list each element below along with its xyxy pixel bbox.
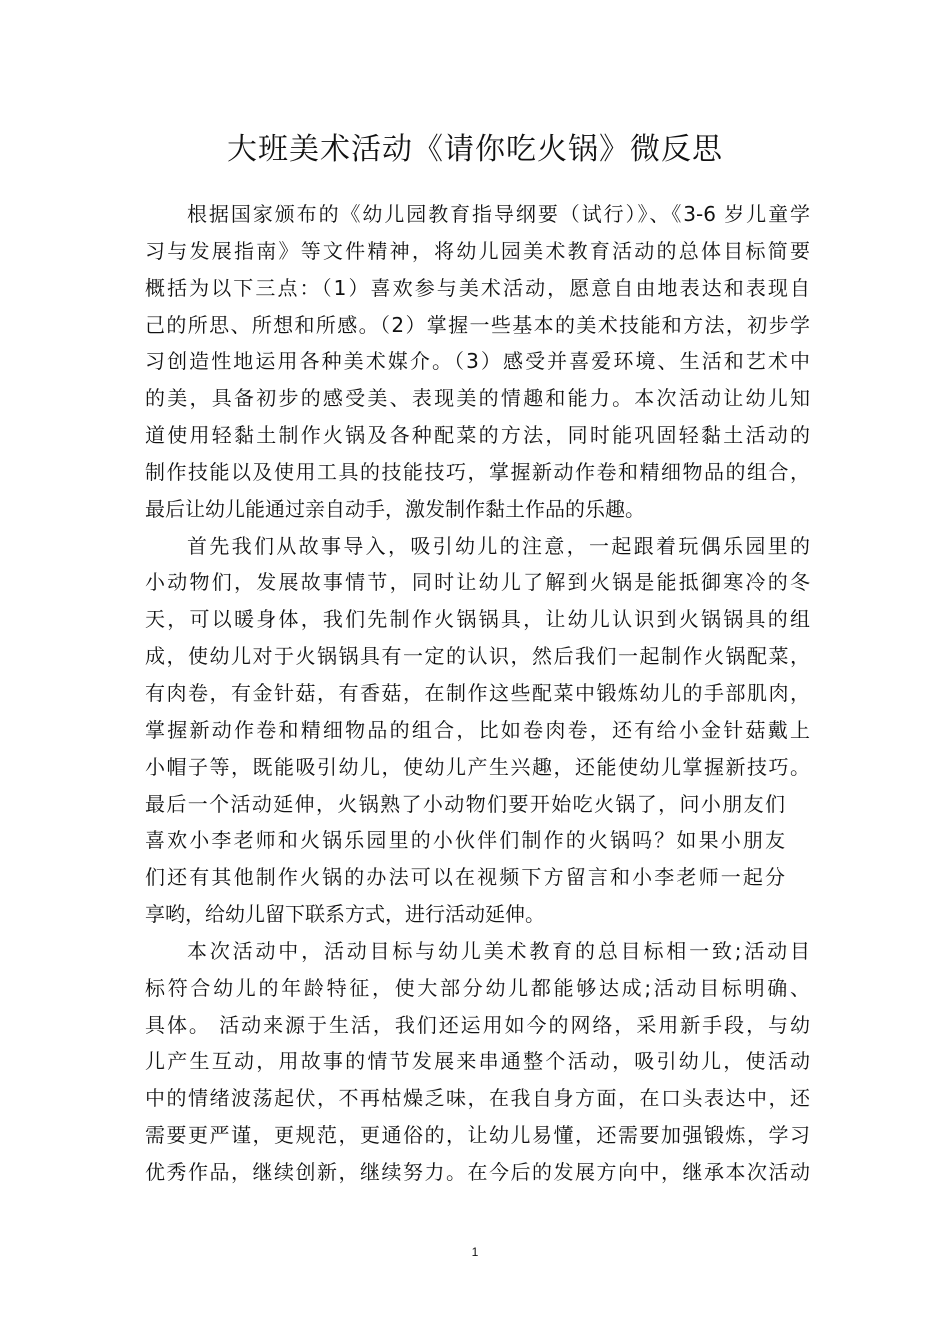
text-line: 儿产生互动，用故事的情节发展来串通整个活动，吸引幼儿，使活动 — [145, 1049, 810, 1074]
text-line: 掌握新动作卷和精细物品的组合，比如卷肉卷，还有给小金针菇戴上 — [145, 717, 810, 742]
paragraph — [145, 933, 810, 1191]
text-line: 小动物们，发展故事情节，同时让幼儿了解到火锅是能抵御寒冷的冬 — [145, 570, 810, 595]
text-line: 最后一个活动延伸，火锅熟了小动物们要开始吃火锅了，问小朋友们 — [145, 791, 785, 816]
document-title: 大班美术活动《请你吃火锅》微反思 — [227, 132, 723, 167]
text-line: 小帽子等，既能吸引幼儿，使幼儿产生兴趣，还能使幼儿掌握新技巧。 — [145, 754, 810, 779]
text-line: 具体。 活动来源于生活，我们还运用如今的网络，采用新手段，与幼 — [145, 1012, 810, 1037]
text-line: 己的所思、所想和所感。（2）掌握一些基本的美术技能和方法，初步学 — [145, 312, 810, 337]
text-line: 中的情绪波荡起伏，不再枯燥乏味，在我自身方面，在口头表达中，还 — [145, 1086, 810, 1111]
text-line: 根据国家颁布的《幼儿园教育指导纲要（试行）》、《3-6 岁儿童学 — [187, 202, 810, 226]
text-line: 有肉卷，有金针菇，有香菇，在制作这些配菜中锻炼幼儿的手部肌肉， — [145, 680, 810, 705]
text-line: 制作技能以及使用工具的技能技巧，掌握新动作卷和精细物品的组合， — [145, 459, 810, 484]
text-line: 道使用轻黏土制作火锅及各种配菜的方法，同时能巩固轻黏土活动的 — [145, 423, 810, 448]
text-line: 本次活动中，活动目标与幼儿美术教育的总目标相一致;活动目 — [187, 938, 810, 963]
text-line: 概括为以下三点：（1）喜欢参与美术活动，愿意自由地表达和表现自 — [145, 275, 810, 300]
page-number: 1 — [471, 1245, 479, 1259]
text-line: 优秀作品，继续创新，继续努力。在今后的发展方向中，继承本次活动 — [145, 1159, 810, 1184]
text-line: 最后让幼儿能通过亲自动手，激发制作黏土作品的乐趣。 — [145, 496, 645, 521]
text-line: 的美，具备初步的感受美、表现美的情趣和能力。本次活动让幼儿知 — [145, 386, 810, 411]
paragraph — [145, 196, 810, 528]
text-line: 习与发展指南》等文件精神，将幼儿园美术教育活动的总体目标简要 — [145, 238, 810, 263]
text-line: 喜欢小李老师和火锅乐园里的小伙伴们制作的火锅吗？如果小朋友 — [145, 828, 785, 853]
text-line: 享哟，给幼儿留下联系方式，进行活动延伸。 — [145, 902, 545, 927]
text-line: 首先我们从故事导入，吸引幼儿的注意，一起跟着玩偶乐园里的 — [187, 533, 810, 558]
text-line: 天，可以暖身体，我们先制作火锅锅具，让幼儿认识到火锅锅具的组 — [145, 607, 810, 632]
paragraph — [145, 528, 810, 933]
text-line: 习创造性地运用各种美术媒介。（3）感受并喜爱环境、生活和艺术中 — [145, 349, 810, 374]
document-body — [145, 196, 810, 1191]
text-line: 标符合幼儿的年龄特征，使大部分幼儿都能够达成;活动目标明确、 — [145, 975, 810, 1000]
text-line: 需要更严谨，更规范，更通俗的，让幼儿易懂，还需要加强锻炼，学习 — [145, 1123, 810, 1148]
text-line: 成，使幼儿对于火锅锅具有一定的认识，然后我们一起制作火锅配菜， — [145, 644, 810, 669]
text-line: 们还有其他制作火锅的办法可以在视频下方留言和小李老师一起分 — [145, 865, 785, 890]
